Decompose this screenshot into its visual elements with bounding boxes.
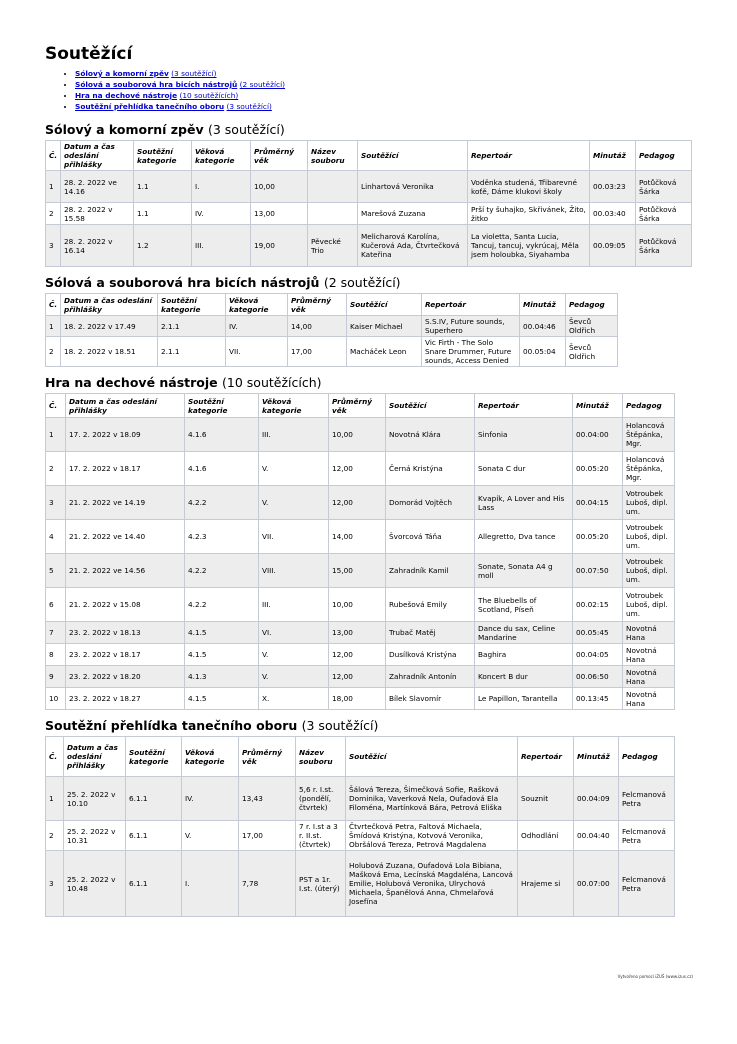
table-cell: 1.2 — [134, 225, 192, 267]
table-row — [46, 588, 675, 622]
table-cell: The Bluebells of Scotland, Píseň — [475, 588, 573, 622]
column-header: Soutěžní kategorie — [134, 141, 192, 171]
table-cell: Felcmanová Petra — [619, 851, 675, 917]
table-row — [46, 316, 618, 337]
table-cell: VI. — [259, 622, 329, 644]
toc-link[interactable]: Soutěžní přehlídka tanečního oboru — [75, 102, 225, 111]
column-header: Pedagog — [619, 737, 675, 777]
toc-count[interactable]: (10 soutěžících) — [179, 91, 239, 100]
table-cell: Koncert B dur — [475, 666, 573, 688]
table-cell: 8 — [46, 644, 66, 666]
table-cell: IV. — [226, 316, 288, 337]
column-header: Č. — [46, 141, 61, 171]
column-header: Datum a čas odeslání přihlášky — [61, 141, 134, 171]
table-cell: 4.1.5 — [185, 622, 259, 644]
table-cell: 3 — [46, 486, 66, 520]
column-header: Č. — [46, 294, 61, 316]
table-cell: 12,00 — [329, 452, 386, 486]
competitors-table — [45, 393, 675, 710]
table-cell: 23. 2. 2022 v 18.13 — [66, 622, 185, 644]
table-cell: 25. 2. 2022 v 10.31 — [64, 821, 126, 851]
table-cell: Ševců Oldřich — [566, 316, 618, 337]
column-header: Repertoár — [518, 737, 574, 777]
table-cell: 13,43 — [239, 777, 296, 821]
table-cell: Novotná Hana — [623, 622, 675, 644]
column-header: Repertoár — [475, 394, 573, 418]
table-cell: Ševců Oldřich — [566, 337, 618, 367]
table-cell: 4.1.6 — [185, 418, 259, 452]
table-cell: VII. — [226, 337, 288, 367]
table-cell: 00.09:05 — [590, 225, 636, 267]
table-cell: Voděnka studená, Třibarevné koťě, Dáme klukovi školy — [468, 171, 590, 203]
column-header: Soutěžící — [358, 141, 468, 171]
table-cell: 4.2.2 — [185, 554, 259, 588]
table-cell: 10 — [46, 688, 66, 710]
table-row — [46, 486, 675, 520]
table-cell: 00.05:45 — [573, 622, 623, 644]
table-cell: 00.04:40 — [574, 821, 619, 851]
table-cell: Holancová Štěpánka, Mgr. — [623, 418, 675, 452]
table-cell: 2.1.1 — [158, 316, 226, 337]
section-count: (3 soutěžící) — [207, 122, 285, 137]
table-cell: Černá Kristýna — [386, 452, 475, 486]
table-cell: 00.04:05 — [573, 644, 623, 666]
table-cell: Allegretto, Dva tance — [475, 520, 573, 554]
column-header: Věková kategorie — [226, 294, 288, 316]
table-cell: Trubač Matěj — [386, 622, 475, 644]
section-count: (3 soutěžící) — [301, 718, 379, 733]
table-cell: 3 — [46, 225, 61, 267]
column-header: Č. — [46, 394, 66, 418]
table-cell: 7 — [46, 622, 66, 644]
column-header: Soutěžící — [346, 737, 518, 777]
table-cell: Sonate, Sonata A4 g moll — [475, 554, 573, 588]
column-header: Soutěžící — [347, 294, 422, 316]
table-cell: 4.1.3 — [185, 666, 259, 688]
section-title-text: Hra na dechové nástroje — [45, 375, 218, 390]
table-cell: Zahradník Kamil — [386, 554, 475, 588]
table-cell: 1 — [46, 777, 64, 821]
table-cell: 12,00 — [329, 666, 386, 688]
section-title — [45, 122, 692, 137]
column-header: Datum a čas odeslání přihlášky — [61, 294, 158, 316]
column-header: Věková kategorie — [192, 141, 251, 171]
table-cell: Felcmanová Petra — [619, 821, 675, 851]
table-cell: Rubešová Emily — [386, 588, 475, 622]
column-header: Pedagog — [623, 394, 675, 418]
column-header: Repertoár — [468, 141, 590, 171]
table-cell: 18. 2. 2022 v 18.51 — [61, 337, 158, 367]
table-cell: 23. 2. 2022 v 18.27 — [66, 688, 185, 710]
table-cell: 17. 2. 2022 v 18.17 — [66, 452, 185, 486]
table-cell: 19,00 — [251, 225, 308, 267]
table-cell: 28. 2. 2022 ve 14.16 — [61, 171, 134, 203]
table-header-row — [46, 141, 692, 171]
toc-link[interactable]: Sólový a komorní zpěv — [75, 69, 169, 78]
toc-link[interactable]: Hra na dechové nástroje — [75, 91, 178, 100]
table-cell: Novotná Klára — [386, 418, 475, 452]
table-cell: Le Papillon, Tarantella — [475, 688, 573, 710]
table-cell: 2 — [46, 821, 64, 851]
table-cell: 10,00 — [329, 418, 386, 452]
table-cell: 21. 2. 2022 ve 14.56 — [66, 554, 185, 588]
table-cell: Domorád Vojtěch — [386, 486, 475, 520]
toc-count[interactable]: (2 soutěžící) — [239, 80, 286, 89]
table-cell: 7,78 — [239, 851, 296, 917]
column-header: Minutáž — [520, 294, 566, 316]
table-cell: 28. 2. 2022 v 15.58 — [61, 203, 134, 225]
column-header: Minutáž — [573, 394, 623, 418]
table-row — [46, 644, 675, 666]
competitors-table — [45, 140, 692, 267]
table-row — [46, 337, 618, 367]
table-cell: 5 — [46, 554, 66, 588]
table-of-contents — [45, 68, 692, 112]
table-cell: 00.03:40 — [590, 203, 636, 225]
table-row — [46, 225, 692, 267]
table-cell: Melicharová Karolína, Kučerová Ada, Čtvrtečková Kateřina — [358, 225, 468, 267]
table-cell: Novotná Hana — [623, 666, 675, 688]
table-cell: 00.02:15 — [573, 588, 623, 622]
toc-item — [75, 101, 692, 112]
table-cell: 1.1 — [134, 171, 192, 203]
competitors-table — [45, 736, 675, 917]
section-title-text: Sólový a komorní zpěv — [45, 122, 204, 137]
table-cell: Bílek Slavomír — [386, 688, 475, 710]
table-cell: 4.1.5 — [185, 644, 259, 666]
table-cell: Odhodlání — [518, 821, 574, 851]
table-cell: 12,00 — [329, 644, 386, 666]
table-cell: Dance du sax, Celine Mandarine — [475, 622, 573, 644]
table-cell: 3 — [46, 851, 64, 917]
table-cell: 1 — [46, 316, 61, 337]
column-header: Minutáž — [590, 141, 636, 171]
table-row — [46, 821, 675, 851]
column-header: Průměrný věk — [251, 141, 308, 171]
table-cell: Baghira — [475, 644, 573, 666]
table-cell: Marešová Zuzana — [358, 203, 468, 225]
table-cell: 12,00 — [329, 486, 386, 520]
section-count: (10 soutěžících) — [222, 375, 322, 390]
section-title-text: Soutěžní přehlídka tanečního oboru — [45, 718, 298, 733]
toc-item — [75, 68, 692, 79]
table-cell: 00.07:50 — [573, 554, 623, 588]
table-row — [46, 452, 675, 486]
table-cell: 00.04:09 — [574, 777, 619, 821]
table-cell: 17,00 — [288, 337, 347, 367]
column-header: Datum a čas odeslání přihlášky — [64, 737, 126, 777]
table-cell: 17. 2. 2022 v 18.09 — [66, 418, 185, 452]
sections-container — [45, 122, 692, 917]
table-cell: X. — [259, 688, 329, 710]
table-cell: 1 — [46, 418, 66, 452]
table-cell: La violetta, Santa Lucia, Tancuj, tancuj, vykrúcaj, Měla jsem holoubka, Siyahamba — [468, 225, 590, 267]
table-row — [46, 418, 675, 452]
column-header: Datum a čas odeslání přihlášky — [66, 394, 185, 418]
table-cell: Votroubek Luboš, dipl. um. — [623, 520, 675, 554]
table-cell: Dusílková Kristýna — [386, 644, 475, 666]
table-cell: 6.1.1 — [126, 851, 182, 917]
table-cell: V. — [182, 821, 239, 851]
table-cell: 23. 2. 2022 v 18.20 — [66, 666, 185, 688]
table-header-row — [46, 294, 618, 316]
section-title — [45, 718, 692, 733]
table-cell: 6.1.1 — [126, 821, 182, 851]
toc-item — [75, 79, 692, 90]
column-header: Č. — [46, 737, 64, 777]
table-cell: Vic Firth - The Solo Snare Drummer, Future sounds, Access Denied — [422, 337, 520, 367]
table-cell: 9 — [46, 666, 66, 688]
table-cell: 4.1.6 — [185, 452, 259, 486]
table-cell: Potůčková Šárka — [636, 171, 692, 203]
column-header: Název souboru — [308, 141, 358, 171]
table-cell: 00.13:45 — [573, 688, 623, 710]
table-cell: 4.2.2 — [185, 486, 259, 520]
table-row — [46, 203, 692, 225]
table-cell: PST a 1r. I.st. (úterý) — [296, 851, 346, 917]
table-cell: 13,00 — [329, 622, 386, 644]
table-cell: 18. 2. 2022 v 17.49 — [61, 316, 158, 337]
column-header: Průměrný věk — [329, 394, 386, 418]
table-cell: Votroubek Luboš, dipl. um. — [623, 486, 675, 520]
table-cell: 2.1.1 — [158, 337, 226, 367]
table-cell: 7 r. I.st a 3 r. II.st. (čtvrtek) — [296, 821, 346, 851]
column-header: Název souboru — [296, 737, 346, 777]
table-cell: V. — [259, 666, 329, 688]
section-count: (2 soutěžící) — [323, 275, 401, 290]
column-header: Soutěžní kategorie — [185, 394, 259, 418]
table-cell: IV. — [192, 203, 251, 225]
table-cell: Pěvecké Trio — [308, 225, 358, 267]
table-cell: V. — [259, 486, 329, 520]
table-cell: Holancová Štěpánka, Mgr. — [623, 452, 675, 486]
table-cell — [308, 203, 358, 225]
table-cell: Sonata C dur — [475, 452, 573, 486]
column-header: Repertoár — [422, 294, 520, 316]
table-cell: 21. 2. 2022 ve 14.19 — [66, 486, 185, 520]
competitors-table — [45, 293, 618, 367]
table-cell: 4.1.5 — [185, 688, 259, 710]
column-header: Pedagog — [636, 141, 692, 171]
column-header: Minutáž — [574, 737, 619, 777]
table-header-row — [46, 394, 675, 418]
table-cell: III. — [259, 418, 329, 452]
table-cell: VIII. — [259, 554, 329, 588]
table-row — [46, 777, 675, 821]
table-cell: Potůčková Šárka — [636, 203, 692, 225]
table-cell: 00.07:00 — [574, 851, 619, 917]
table-cell: Holubová Zuzana, Oufadová Lola Bibiana, Mašková Ema, Lecínská Magdaléna, Lancová Emilie, Holubová Veronika, Ulrychová Michaela, Španělová Anna, Chmelařová Josefína — [346, 851, 518, 917]
table-cell: 15,00 — [329, 554, 386, 588]
table-cell: 6 — [46, 588, 66, 622]
table-cell: 00.04:15 — [573, 486, 623, 520]
column-header: Soutěžící — [386, 394, 475, 418]
table-cell: S.S.IV, Future sounds, Superhero — [422, 316, 520, 337]
column-header: Věková kategorie — [182, 737, 239, 777]
column-header: Soutěžní kategorie — [126, 737, 182, 777]
table-cell: III. — [259, 588, 329, 622]
table-cell: 00.05:04 — [520, 337, 566, 367]
table-header-row — [46, 737, 675, 777]
column-header: Průměrný věk — [288, 294, 347, 316]
table-cell: Linhartová Veronika — [358, 171, 468, 203]
table-cell: 4 — [46, 520, 66, 554]
table-cell: 23. 2. 2022 v 18.17 — [66, 644, 185, 666]
section-title-text: Sólová a souborová hra bicích nástrojů — [45, 275, 320, 290]
toc-link[interactable]: Sólová a souborová hra bicích nástrojů — [75, 80, 238, 89]
table-cell: Kvapík, A Lover and His Lass — [475, 486, 573, 520]
table-cell: 1.1 — [134, 203, 192, 225]
table-cell: Souznit — [518, 777, 574, 821]
section-title — [45, 375, 692, 390]
table-row — [46, 851, 675, 917]
table-cell: Švorcová Táňa — [386, 520, 475, 554]
table-cell: Votroubek Luboš, dipl. um. — [623, 588, 675, 622]
table-cell: 25. 2. 2022 v 10.48 — [64, 851, 126, 917]
column-header: Věková kategorie — [259, 394, 329, 418]
table-cell: 4.2.3 — [185, 520, 259, 554]
table-cell: Macháček Leon — [347, 337, 422, 367]
table-cell: 00.05:20 — [573, 520, 623, 554]
table-cell: 10,00 — [329, 588, 386, 622]
table-cell: I. — [192, 171, 251, 203]
column-header: Soutěžní kategorie — [158, 294, 226, 316]
table-cell: 00.05:20 — [573, 452, 623, 486]
table-cell: 2 — [46, 452, 66, 486]
table-cell: Kaiser Michael — [347, 316, 422, 337]
table-cell: Čtvrtečková Petra, Faltová Michaela, Šmídová Kristýna, Kotvová Veronika, Obršálová Tereza, Petrová Magdalena — [346, 821, 518, 851]
table-row — [46, 688, 675, 710]
table-cell: 17,00 — [239, 821, 296, 851]
table-cell: Novotná Hana — [623, 644, 675, 666]
table-cell: 00.04:46 — [520, 316, 566, 337]
table-cell: Sinfonia — [475, 418, 573, 452]
table-cell: 10,00 — [251, 171, 308, 203]
table-cell: Šálová Tereza, Šimečková Sofie, Rašková Dominika, Vaverková Nela, Oufadová Ela Filoména, Martínková Bára, Petrová Eliška — [346, 777, 518, 821]
table-cell: 00.06:50 — [573, 666, 623, 688]
table-cell: I. — [182, 851, 239, 917]
table-cell: VII. — [259, 520, 329, 554]
table-cell: Prší ty šuhajko, Skřivánek, Žito, žitko — [468, 203, 590, 225]
table-cell: 18,00 — [329, 688, 386, 710]
table-cell: 1 — [46, 171, 61, 203]
table-cell: Novotná Hana — [623, 688, 675, 710]
toc-item — [75, 90, 692, 101]
table-cell — [308, 171, 358, 203]
table-cell: 13,00 — [251, 203, 308, 225]
column-header: Pedagog — [566, 294, 618, 316]
table-cell: 28. 2. 2022 v 16.14 — [61, 225, 134, 267]
table-cell: 00.03:23 — [590, 171, 636, 203]
table-cell: 25. 2. 2022 v 10.10 — [64, 777, 126, 821]
table-row — [46, 171, 692, 203]
table-cell: 2 — [46, 337, 61, 367]
table-cell: Potůčková Šárka — [636, 225, 692, 267]
toc-count[interactable]: (3 soutěžící) — [226, 102, 272, 111]
table-cell: IV. — [182, 777, 239, 821]
table-row — [46, 666, 675, 688]
footer-credit: Vytvořeno pomocí iZUŠ (www.izus.cz) — [617, 974, 693, 979]
table-cell: III. — [192, 225, 251, 267]
table-cell: 14,00 — [288, 316, 347, 337]
table-cell: 5,6 r. I.st. (pondělí, čtvrtek) — [296, 777, 346, 821]
table-cell: 2 — [46, 203, 61, 225]
toc-count[interactable]: (3 soutěžící) — [171, 69, 217, 78]
table-cell: V. — [259, 452, 329, 486]
table-cell: 21. 2. 2022 ve 14.40 — [66, 520, 185, 554]
table-cell: 00.04:00 — [573, 418, 623, 452]
table-cell: Hrajeme si — [518, 851, 574, 917]
column-header: Průměrný věk — [239, 737, 296, 777]
table-cell: Votroubek Luboš, dipl. um. — [623, 554, 675, 588]
table-cell: 21. 2. 2022 v 15.08 — [66, 588, 185, 622]
table-cell: Felcmanová Petra — [619, 777, 675, 821]
table-row — [46, 520, 675, 554]
table-cell: 14,00 — [329, 520, 386, 554]
table-cell: 4.2.2 — [185, 588, 259, 622]
table-cell: V. — [259, 644, 329, 666]
page-title: Soutěžící — [45, 44, 133, 64]
table-row — [46, 622, 675, 644]
section-title — [45, 275, 692, 290]
table-cell: Zahradník Antonín — [386, 666, 475, 688]
table-cell: 6.1.1 — [126, 777, 182, 821]
table-row — [46, 554, 675, 588]
